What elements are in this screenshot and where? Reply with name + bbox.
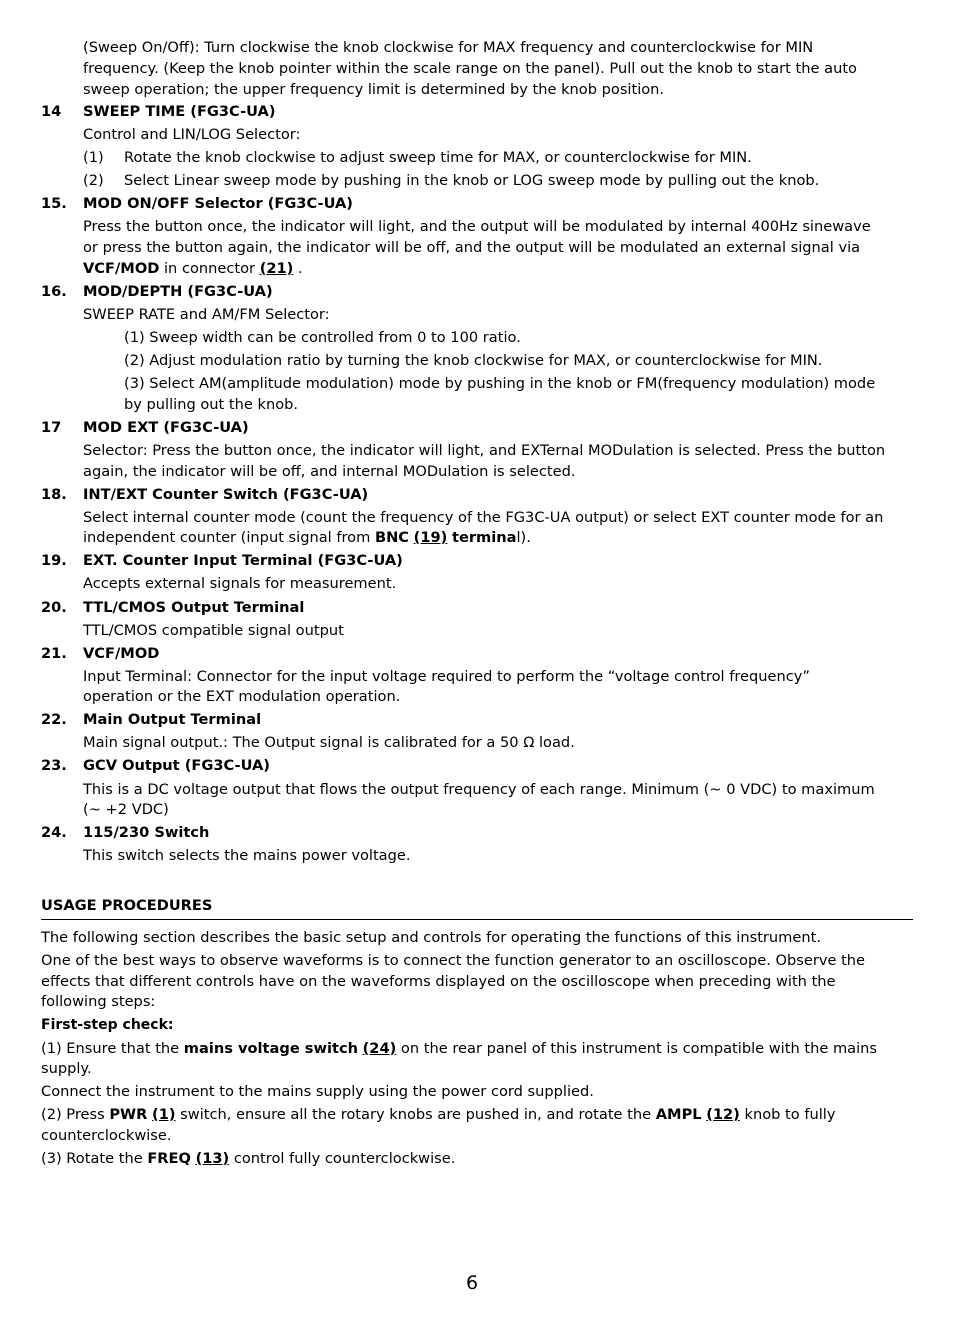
item-22-title: Main Output Terminal <box>83 711 262 728</box>
item-19-line-1: Accepts external signals for measurement. <box>83 575 397 592</box>
usage-step1-a: (1) Ensure that the <box>41 1040 184 1057</box>
bnc-label: BNC <box>374 529 410 546</box>
usage-step3-c: control fully counterclockwise. <box>229 1150 456 1167</box>
item-21-line-2: operation or the EXT modulation operation. <box>83 688 401 705</box>
item-16-sub: SWEEP RATE and AM/FM Selector: <box>83 306 330 323</box>
usage-step2-f: counterclockwise. <box>41 1127 172 1144</box>
intro-line-3: sweep operation; the upper frequency limit is determined by the knob position. <box>83 81 665 98</box>
item-16-step3a: (3) Select AM(amplitude modulation) mode by pushing in the knob or FM(frequency modulation) mode <box>124 375 876 392</box>
usage-step2 <box>41 1105 835 1126</box>
item-15-line-1: Press the button once, the indicator will light, and the output will be modulated by internal 400Hz sinewave <box>83 218 871 235</box>
item-18-line-2 <box>83 528 531 549</box>
item-23-number: 23. <box>41 757 67 774</box>
item-18-title: INT/EXT Counter Switch (FG3C-UA) <box>83 486 369 503</box>
item-15-number: 15. <box>41 195 67 212</box>
item-16-title: MOD/DEPTH (FG3C-UA) <box>83 283 273 300</box>
ref-21-link: (21) <box>259 260 294 277</box>
ampl-label: AMPL <box>655 1106 702 1123</box>
item-20-title: TTL/CMOS Output Terminal <box>83 599 305 616</box>
ref-1-link: (1) <box>152 1106 176 1123</box>
item-24-title: 115/230 Switch <box>83 824 210 841</box>
section-divider <box>41 919 913 920</box>
item-19-number: 19. <box>41 552 67 569</box>
ref-19-link: (19) <box>413 529 448 546</box>
item-18-end: l). <box>516 529 531 546</box>
usage-p2b: effects that different controls have on the waveforms displayed on the oscilloscope when preceding with the <box>41 973 836 990</box>
usage-p2a: One of the best ways to observe waveforms is to connect the function generator to an oscilloscope. Observe the <box>41 952 866 969</box>
usage-heading: USAGE PROCEDURES <box>41 897 213 914</box>
item-23-line-2: (~ +2 VDC) <box>83 801 169 818</box>
item-17-line-2: again, the indicator will be off, and internal MODulation is selected. <box>83 463 576 480</box>
item-14-step1: Rotate the knob clockwise to adjust sweep time for MAX, or counterclockwise for MIN. <box>124 149 752 166</box>
usage-step2-c: switch, ensure all the rotary knobs are pushed in, and rotate the <box>175 1106 656 1123</box>
usage-step2-a: (2) Press <box>41 1106 110 1123</box>
item-14-title: SWEEP TIME (FG3C-UA) <box>83 103 276 120</box>
usage-step3 <box>41 1149 455 1170</box>
usage-step1-d: supply. <box>41 1060 92 1077</box>
pwr-label: PWR <box>109 1106 148 1123</box>
item-17-number: 17 <box>41 419 62 436</box>
item-15-line-3 <box>83 259 303 280</box>
item-22-number: 22. <box>41 711 67 728</box>
ref-24-link: (24) <box>362 1040 397 1057</box>
item-15-end: . <box>293 260 303 277</box>
item-24-line-1: This switch selects the mains power voltage. <box>83 847 411 864</box>
item-21-number: 21. <box>41 645 67 662</box>
item-14-step1-no: (1) <box>83 149 104 166</box>
ref-13-link: (13) <box>195 1150 230 1167</box>
item-18-line-1: Select internal counter mode (count the frequency of the FG3C-UA output) or select EXT counter mode for an <box>83 509 884 526</box>
item-14-sub: Control and LIN/LOG Selector: <box>83 126 301 143</box>
item-14-step2: Select Linear sweep mode by pushing in the knob or LOG sweep mode by pulling out the knob. <box>124 172 820 189</box>
item-15-title: MOD ON/OFF Selector (FG3C-UA) <box>83 195 353 212</box>
item-15-mid: in connector <box>159 260 260 277</box>
item-16-step1: (1) Sweep width can be controlled from 0 to 100 ratio. <box>124 329 521 346</box>
item-20-line-1: TTL/CMOS compatible signal output <box>83 622 344 639</box>
item-17-line-1: Selector: Press the button once, the indicator will light, and EXTernal MODulation is selected. Press the button <box>83 442 886 459</box>
item-19-title: EXT. Counter Input Terminal (FG3C-UA) <box>83 552 403 569</box>
item-21-line-1: Input Terminal: Connector for the input voltage required to perform the “voltage control frequency” <box>83 668 810 685</box>
usage-step1 <box>41 1039 877 1060</box>
usage-step3-a: (3) Rotate the <box>41 1150 148 1167</box>
intro-line-1: (Sweep On/Off): Turn clockwise the knob clockwise for MAX frequency and counterclockwise for MIN <box>83 39 814 56</box>
mains-voltage-switch-label: mains voltage switch <box>183 1040 358 1057</box>
usage-step1-c: on the rear panel of this instrument is compatible with the mains <box>396 1040 878 1057</box>
item-20-number: 20. <box>41 599 67 616</box>
freq-label: FREQ <box>147 1150 191 1167</box>
item-15-line-2: or press the button again, the indicator will be off, and the output will be modulated an external signal via <box>83 239 861 256</box>
ref-12-link: (12) <box>706 1106 740 1123</box>
page-number: 6 <box>466 1272 479 1294</box>
item-23-line-1: This is a DC voltage output that flows the output frequency of each range. Minimum (~ 0 VDC) to maximum <box>83 781 875 798</box>
item-14-number: 14 <box>41 103 62 120</box>
intro-line-2: frequency. (Keep the knob pointer within the scale range on the panel). Pull out the knob to start the auto <box>83 60 857 77</box>
item-24-number: 24. <box>41 824 67 841</box>
item-22-line-1: Main signal output.: The Output signal is calibrated for a 50 Ω load. <box>83 734 575 751</box>
usage-connect: Connect the instrument to the mains supply using the power cord supplied. <box>41 1083 594 1100</box>
item-16-step3b: by pulling out the knob. <box>124 396 299 413</box>
item-16-step2: (2) Adjust modulation ratio by turning the knob clockwise for MAX, or counterclockwise for MIN. <box>124 352 823 369</box>
vcf-mod-label: VCF/MOD <box>83 260 160 277</box>
item-17-title: MOD EXT (FG3C-UA) <box>83 419 249 436</box>
usage-p2c: following steps: <box>41 993 156 1010</box>
item-18-line-2a: independent counter (input signal from <box>83 529 375 546</box>
usage-step2-e: knob to fully <box>739 1106 836 1123</box>
item-23-title: GCV Output (FG3C-UA) <box>83 757 270 774</box>
first-step-heading: First-step check: <box>41 1017 174 1033</box>
terminal-label: termina <box>451 529 517 546</box>
item-21-title: VCF/MOD <box>83 645 160 662</box>
item-14-step2-no: (2) <box>83 172 104 189</box>
item-18-number: 18. <box>41 486 67 503</box>
item-16-number: 16. <box>41 283 67 300</box>
usage-p1: The following section describes the basic setup and controls for operating the functions of this instrument. <box>41 929 821 946</box>
